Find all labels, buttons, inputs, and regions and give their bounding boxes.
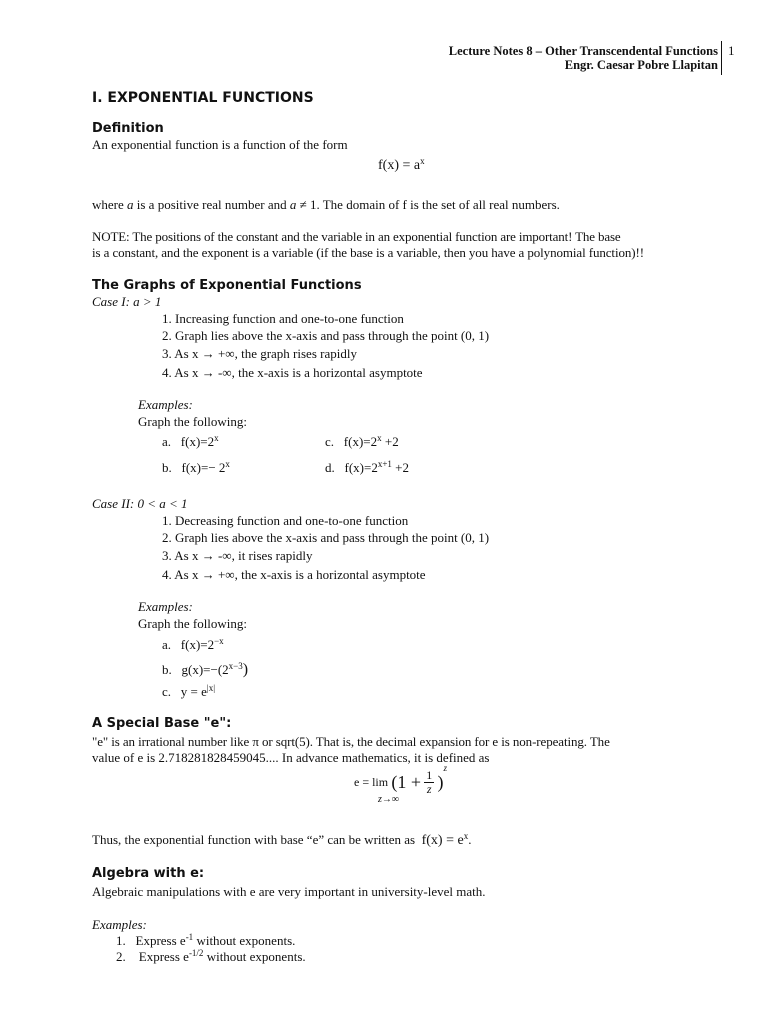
example-label: b.: [162, 662, 172, 677]
example-base: f(x)=2: [344, 460, 378, 475]
note-line-1: NOTE: The positions of the constant and the variable in an exponential function are important! The base: [92, 229, 621, 244]
algebra-examples-label: Examples:: [92, 917, 147, 932]
example-base: f(x)=− 2: [181, 460, 226, 475]
algebra-text: Algebraic manipulations with e are very important in university-level math.: [92, 884, 486, 899]
definition-formula: [378, 158, 425, 174]
example-label: d.: [325, 460, 335, 475]
section-heading: I. EXPONENTIAL FUNCTIONS: [92, 90, 314, 106]
definition-where: [92, 197, 560, 213]
limit-paren-close: ): [437, 771, 444, 792]
e-limit-formula: [354, 763, 448, 812]
note-line-2: is a constant, and the exponent is a variable (if the base is a variable, then you have a polynomial function)!!: [92, 245, 644, 260]
limit-exponent: z: [443, 763, 448, 773]
case2-graph-text: Graph the following:: [138, 616, 248, 631]
item-text-a: Express e: [135, 949, 189, 964]
case2-item-3: 3. As x → -∞, it rises rapidly: [162, 548, 313, 563]
case2-example-b: [162, 661, 248, 679]
example-base: y = e: [180, 684, 207, 699]
example-exp: −x: [214, 636, 224, 646]
item-text-b: without exponents.: [203, 949, 306, 964]
special-base-heading: A Special Base "e":: [92, 716, 232, 731]
formula-lhs: f(x) = a: [378, 158, 421, 173]
algebra-heading: Algebra with e:: [92, 866, 205, 881]
case2-label: Case II: 0 < a < 1: [92, 496, 188, 511]
case2-item-2: 2. Graph lies above the x-axis and pass through the point (0, 1): [162, 530, 490, 545]
limit-fraction: [424, 769, 434, 796]
item-text-a: Express e: [135, 933, 186, 948]
limit-paren-open: (1 +: [391, 771, 422, 792]
where-var-a2: a: [289, 197, 297, 212]
algebra-item-2: [116, 949, 306, 965]
example-base: f(x)=2: [343, 434, 378, 449]
example-tail: +2: [391, 460, 409, 475]
where-var-a: a: [127, 197, 134, 212]
where-text-b: is a positive real number and: [133, 197, 290, 212]
case2-item-4: 4. As x → +∞, the x-axis is a horizontal asymptote: [162, 567, 426, 582]
example-base: g(x)=−(2: [181, 662, 229, 677]
formula-exponent: x: [420, 156, 425, 166]
case1-item-2: 2. Graph lies above the x-axis and pass through the point (0, 1): [162, 328, 490, 343]
case2-example-c: [162, 684, 215, 700]
item-exp: -1/2: [188, 948, 204, 958]
special-base-line-2: value of e is 2.718281828459045.... In advance mathematics, it is defined as: [92, 750, 490, 765]
example-exp: x: [377, 433, 382, 443]
case1-example-a: [162, 434, 219, 450]
example-exp: |x|: [206, 683, 215, 693]
example-exp: x+1: [377, 459, 392, 469]
fraction-denominator: z: [426, 781, 432, 796]
header-title: Lecture Notes 8 – Other Transcendental Functions: [448, 44, 718, 58]
example-label: a.: [162, 434, 172, 449]
case1-item-4: 4. As x → -∞, the x-axis is a horizontal asymptote: [162, 365, 423, 380]
case1-item-1: 1. Increasing function and one-to-one function: [162, 311, 404, 326]
item-number: 2.: [116, 949, 126, 964]
example-base: f(x)=2: [180, 637, 215, 652]
case2-example-a: [162, 637, 224, 653]
thus-end: .: [468, 832, 472, 847]
case2-item-1: 1. Decreasing function and one-to-one function: [162, 513, 409, 528]
thus-exponent: x: [463, 831, 469, 841]
example-tail: ): [242, 661, 249, 678]
case1-example-d: [325, 460, 409, 476]
example-base: f(x)=2: [180, 434, 215, 449]
algebra-item-1: [116, 933, 295, 949]
example-exp: x−3: [228, 661, 243, 671]
case1-examples-label: Examples:: [138, 397, 193, 412]
special-base-line-1: "e" is an irrational number like π or sqrt(5). That is, the decimal expansion for e is non-repeating. The: [92, 734, 610, 749]
item-text-b: without exponents.: [193, 933, 296, 948]
limit-subscript: z→∞: [378, 794, 400, 805]
example-exp: x: [225, 459, 230, 469]
limit-lhs: e = lim: [354, 774, 389, 789]
header-author: Engr. Caesar Pobre Llapitan: [564, 58, 718, 72]
case1-graph-text: Graph the following:: [138, 414, 248, 429]
example-label: b.: [162, 460, 172, 475]
thus-text: Thus, the exponential function with base “e” can be written as: [92, 832, 416, 847]
where-text-a: where: [92, 197, 128, 212]
graphs-heading: The Graphs of Exponential Functions: [92, 278, 362, 293]
example-label: c.: [162, 684, 172, 699]
header-divider: [721, 41, 722, 75]
example-exp: x: [214, 433, 219, 443]
example-label: a.: [162, 637, 172, 652]
case2-examples-label: Examples:: [138, 599, 193, 614]
case1-example-c: [325, 434, 399, 450]
thus-formula: f(x) = e: [421, 833, 464, 848]
example-label: c.: [325, 434, 335, 449]
where-text-c: ≠ 1. The domain of f is the set of all real numbers.: [296, 197, 560, 212]
case1-label: Case I: a > 1: [92, 294, 162, 309]
definition-heading: Definition: [92, 121, 164, 136]
case1-item-3: 3. As x → +∞, the graph rises rapidly: [162, 346, 357, 361]
thus-line: [92, 832, 471, 849]
definition-text: An exponential function is a function of the form: [92, 137, 348, 152]
example-tail: +2: [381, 434, 399, 449]
case1-example-b: [162, 460, 230, 476]
page-number: 1: [728, 43, 735, 58]
fraction-numerator: 1: [426, 767, 433, 782]
item-exp: -1: [185, 932, 194, 942]
item-number: 1.: [116, 933, 126, 948]
